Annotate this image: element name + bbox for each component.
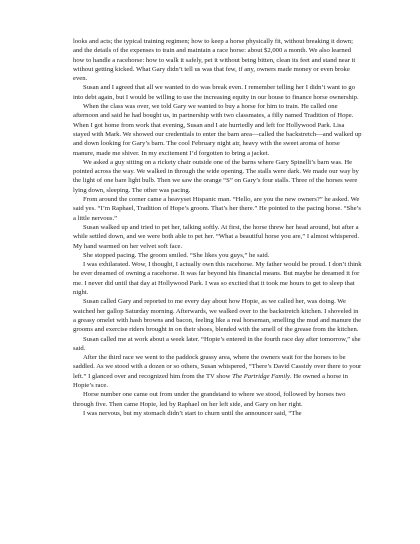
paragraph: looks and acts; the typical training regimen; how to keep a horse physically fit, without breaking it down; and the details of the expenses to train and maintain a race horse: about $2,000 a month. We also learned how to handle a racehorse: how to walk it safely, pet it without being bitten, clean its feet and stand near it without getting kicked. What Gary didn’t tell us was that few, if any, owners made money or even broke even. (73, 38, 356, 83)
paragraph: When the class was over, we told Gary we wanted to buy a horse for him to train. He called one afternoon and said he had bought us, in partnership with two classmates, a filly named Tradition of Hope. When I got home from work that evening, Susan and I ate hurriedly and left for Hollywood Park. Lisa stayed with Mark. We showed our credentials to enter the barn area—called the backstretch—and walked up and down looking for Gary’s barn. The cool February night air, heavy with the sweet aroma of horse manure, made me shiver. In my excitement I’d forgotten to bring a jacket. (73, 103, 362, 157)
paragraph-text: . He owned a horse in Hopie’s race. (73, 372, 348, 389)
paragraph: Susan called me at work about a week later. “Hopie’s entered in the fourth race day after tomorrow,” she said. (73, 335, 361, 352)
body-text (73, 37, 363, 418)
paragraph: I was exhilarated. Wow, I thought, I actually own this racehorse. My father would be proud. I don’t think he ever dreamed of owning a racehorse. It was far beyond his financial means. But maybe he dreamed it for me. I never did until that day at Hollywood Park. I was so excited that it took me hours to get to sleep that night. (73, 261, 362, 297)
paragraph: Susan called Gary and reported to me every day about how Hopie, as we called her, was doing. We watched her gallop Saturday morning. Afterwards, we walked over to the backstretch kitchen. I shoveled in a greasy omelet with hash browns and bacon, feeling like a real horseman, smelling the mud and manure the grooms and exercise riders brought in on their shoes, blended with the smell of the grease from the kitchen. (73, 298, 362, 334)
paragraph-text: After the third race we went to the paddock grassy area, where the owners wait for the horses to be saddled. As we stood with a dozen or so others, Susan whispered, “There’s David Cassidy over there to your left.” I glanced over and recognized him from the TV show (73, 354, 362, 380)
paragraph: We asked a guy sitting on a rickety chair outside one of the barns where Gary Spinelli’s barn was. He pointed across the way. We walked in through the wide opening. The stalls were dark. We made our way by the light of one bare light bulb. Then we saw the orange “S” on Gary’s four stalls. Three of the horses were lying down, sleeping. The other was pacing. (73, 158, 359, 194)
paragraph: Horse number one came out from under the grandstand to where we stood, followed by horses two through five. Then came Hopie, led by Raphael on her left side, and Gary on her right. (73, 391, 346, 408)
paragraph (73, 353, 363, 390)
paragraph: From around the corner came a heavyset Hispanic man. “Hello, are you the new owners?” he asked. We said yes. “I’m Raphael, Tradition of Hope’s groom. That’s her there.” He pointed to the pacing horse. “She’s a little nervous.” (73, 196, 361, 222)
paragraph: She stopped pacing. The groom smiled. “She likes you guys,” he said. (83, 251, 270, 259)
paragraph: Susan and I agreed that all we wanted to do was break even. I remember telling her I didn’t want to go into debt again, but I would be willing to use the increasing equity in our house to finance horse ownership. (73, 84, 359, 101)
show-title: The Partridge Family (232, 372, 290, 380)
paragraph: I was nervous, but my stomach didn’t start to churn until the announcer said, “The (83, 409, 302, 417)
paragraph: Susan walked up and tried to pet her, talking softly. At first, the horse threw her head around, but after a while settled down, and we were both able to pet her. “What a beautiful horse you are,” I almost whispered. My hand warmed on her velvet soft face. (73, 223, 360, 250)
